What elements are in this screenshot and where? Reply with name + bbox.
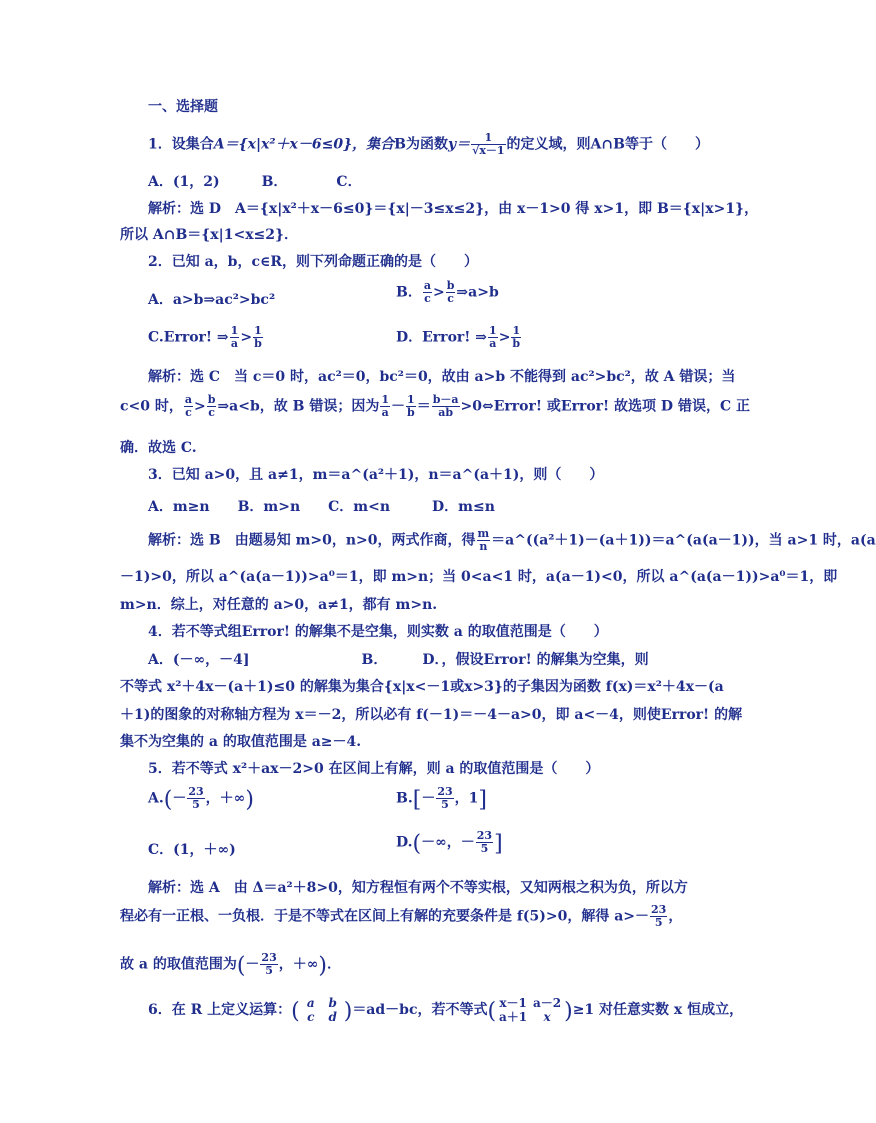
question-1-stem: 1．设集合A＝{x|x²＋x－6≤0}，集合B为函数y＝ $\frac{1}{√x-1}$ 的定义域，则A∩B等于（ ）	[148, 131, 709, 157]
question-4-analysis-line-2: 不等式 x²＋4x－(a＋1)≤0 的解集为集合{x|x<－1或x>3}的子集因为函数 f(x)＝x²＋4x－(a	[120, 679, 724, 695]
section-title: 一、选择题	[148, 99, 218, 115]
q6-matrix-2: x－1 a－2 a＋1 x	[499, 996, 562, 1024]
question-1-analysis-line-1: 解析：选 D A＝{x|x²＋x－6≤0}＝{x|－3≤x≤2}，由 x－1>0 得 x>1，即 B＝{x|x>1}，	[148, 201, 759, 217]
question-5-option-c: C．(1，＋∞)	[148, 842, 236, 858]
question-2-analysis-line-2: c<0 时， $\frac{a}{c}$ > $\frac{b}{c}$ ⇒a<b，故 B 错误；因为 $\frac{1}{a}$ － $\frac{1}{b}$ ＝ $\frac{b-a}{ab}$ >0⇔Error! 或Error! 故选项 D 错误，C 正	[120, 393, 750, 419]
question-3-analysis-line-1: 解析：选 B 由题易知 m>0，n>0，两式作商，得 $\frac{m}{n}$ ＝a^((a²＋1)－(a＋1))＝a^(a(a－1))，当 a>1 时，a(a	[148, 527, 876, 553]
question-2-stem: 2．已知 a，b，c∈R，则下列命题正确的是（ ）	[148, 254, 478, 270]
question-3-analysis-line-3: m>n．综上，对任意的 a>0，a≠1，都有 m>n.	[120, 597, 438, 613]
question-4-analysis-line-3: ＋1)的图象的对称轴方程为 x＝－2，所以必有 f(－1)＝－4－a>0，即 a<－4，则使Error! 的解	[120, 707, 743, 723]
question-1-options: A．(1，2) B． C．	[148, 174, 362, 190]
question-2-option-d: D．Error! ⇒ $\frac{1}{a}$ > $\frac{1}{b}$	[396, 324, 521, 350]
question-4-options: A．(－∞，－4] B． D．，假设Error! 的解集为空集，则	[148, 652, 649, 668]
question-2-option-a: A．a>b⇒ac²>bc²	[148, 292, 276, 308]
question-4-stem: 4．若不等式组Error! 的解集不是空集，则实数 a 的取值范围是（ ）	[148, 624, 608, 640]
q1-fraction: $\frac{1}{√x-1}$	[472, 131, 505, 157]
question-3-stem: 3．已知 a>0，且 a≠1，m＝a^(a²＋1)，n＝a^(a＋1)，则（ ）	[148, 467, 604, 483]
question-2-analysis-line-1: 解析：选 C 当 c＝0 时，ac²＝0，bc²＝0，故由 a>b 不能得到 ac²>bc²，故 A 错误；当	[148, 369, 736, 385]
q6-matrix-1: a b c d	[306, 996, 337, 1024]
question-1-analysis-line-2: 所以 A∩B＝{x|1<x≤2}．	[120, 227, 299, 243]
question-5-option-a: A.(－ $\frac{23}{5}$ ，＋∞)	[148, 785, 254, 813]
question-2-option-c: C.Error! ⇒ $\frac{1}{a}$ > $\frac{1}{b}$	[148, 324, 262, 350]
question-5-analysis-line-2: 程必有一正根、一负根．于是不等式在区间上有解的充要条件是 f(5)>0，解得 a>－ $\frac{23}{5}$ ，	[120, 903, 683, 929]
question-5-option-b: B.[－ $\frac{23}{5}$ ，1]	[396, 785, 487, 813]
question-5-analysis-line-1: 解析：选 A 由 Δ＝a²＋8>0，知方程恒有两个不等实根，又知两根之积为负，所以方	[148, 880, 688, 896]
question-3-options: A．m≥n B．m>n C．m<n D．m≤n	[148, 499, 495, 515]
question-2-option-b: B． $\frac{a}{c}$ > $\frac{b}{c}$ ⇒a>b	[396, 279, 499, 305]
question-4-analysis-line-4: 集不为空集的 a 的取值范围是 a≥－4.	[120, 734, 362, 750]
question-5-option-d: D.(－∞，－ $\frac{23}{5}$ ]	[396, 829, 503, 857]
question-2-analysis-line-3: 确．故选 C.	[120, 440, 197, 456]
question-5-stem: 5．若不等式 x²＋ax－2>0 在区间上有解，则 a 的取值范围是（ ）	[148, 761, 600, 777]
question-3-analysis-line-2: －1)>0，所以 a^(a(a－1))>a⁰＝1，即 m>n；当 0<a<1 时，a(a－1)<0，所以 a^(a(a－1))>a⁰＝1，即	[120, 569, 838, 585]
question-5-analysis-line-3: 故 a 的取值范围为(－ $\frac{23}{5}$ ，＋∞)．	[120, 951, 341, 979]
question-6-stem: 6．在 R 上定义运算：( a b c d )＝ad－bc，若不等式( x－1 a－2 a＋1 x )≥1 对任意实数 x 恒成立，	[148, 996, 744, 1024]
